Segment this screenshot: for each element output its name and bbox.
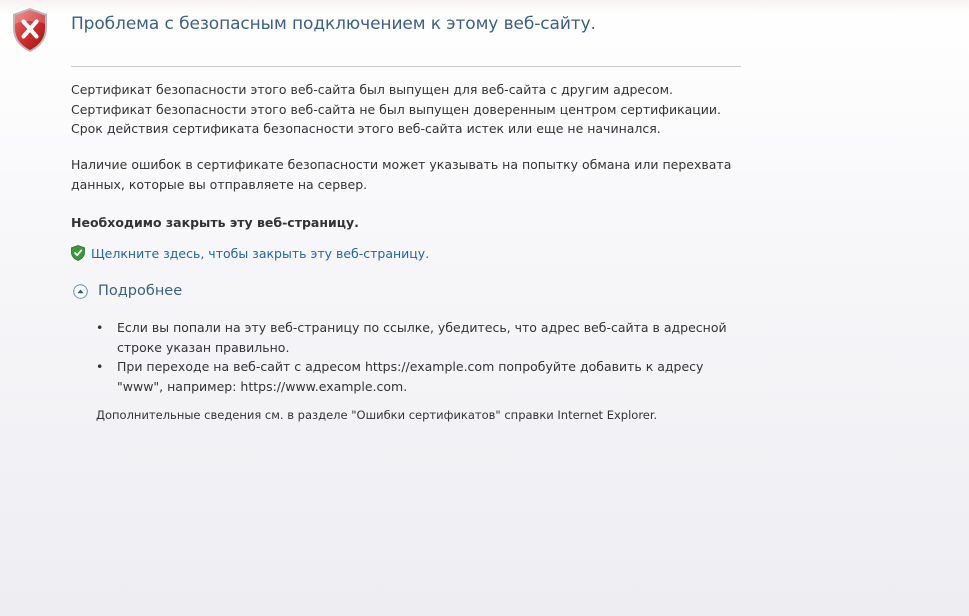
recommendation-text: Необходимо закрыть эту веб-страницу. (71, 215, 359, 230)
title-divider (71, 66, 741, 67)
green-shield-check-icon (71, 245, 85, 261)
cert-error-item: Срок действия сертификата безопасности этого веб-сайта истек или еще не начинался. (71, 121, 661, 136)
red-shield-x-icon (10, 6, 50, 54)
chevron-up-circle-icon (73, 284, 88, 299)
details-item-text: Если вы попали на эту веб-страницу по ссылке, убедитесь, что адрес веб-сайта в адресной строке указан правильно. (117, 320, 727, 355)
cert-error-item: Сертификат безопасности этого веб-сайта не был выпущен доверенным центром сертификации. (71, 101, 722, 117)
details-item-text: При переходе на веб-сайт с адресом https://example.com попробуйте добавить к адресу "www", например: https://www.example.com. (117, 359, 704, 394)
list-item (96, 357, 746, 396)
close-page-link[interactable]: Щелкните здесь, чтобы закрыть эту веб-страницу. (91, 245, 430, 261)
more-info-label: Подробнее (98, 283, 183, 299)
list-item (96, 318, 746, 357)
bullet: • (96, 320, 104, 335)
details-list (96, 318, 746, 396)
top-tint (0, 0, 969, 14)
close-page-row (71, 245, 429, 261)
more-info-toggle[interactable] (73, 283, 182, 299)
bullet: • (96, 359, 104, 374)
page-title: Проблема с безопасным подключением к этому веб-сайту. (71, 14, 596, 34)
cert-error-item: Сертификат безопасности этого веб-сайта был выпущен для веб-сайта с другим адресом. (71, 82, 674, 97)
cert-errors-list (71, 80, 721, 139)
warning-text: Наличие ошибок в сертификате безопасности может указывать на попытку обмана или перехвата данных, которые вы отправляете на сервер. (71, 157, 732, 192)
footer-note: Дополнительные сведения см. в разделе "Ошибки сертификатов" справки Internet Explorer. (96, 408, 658, 422)
